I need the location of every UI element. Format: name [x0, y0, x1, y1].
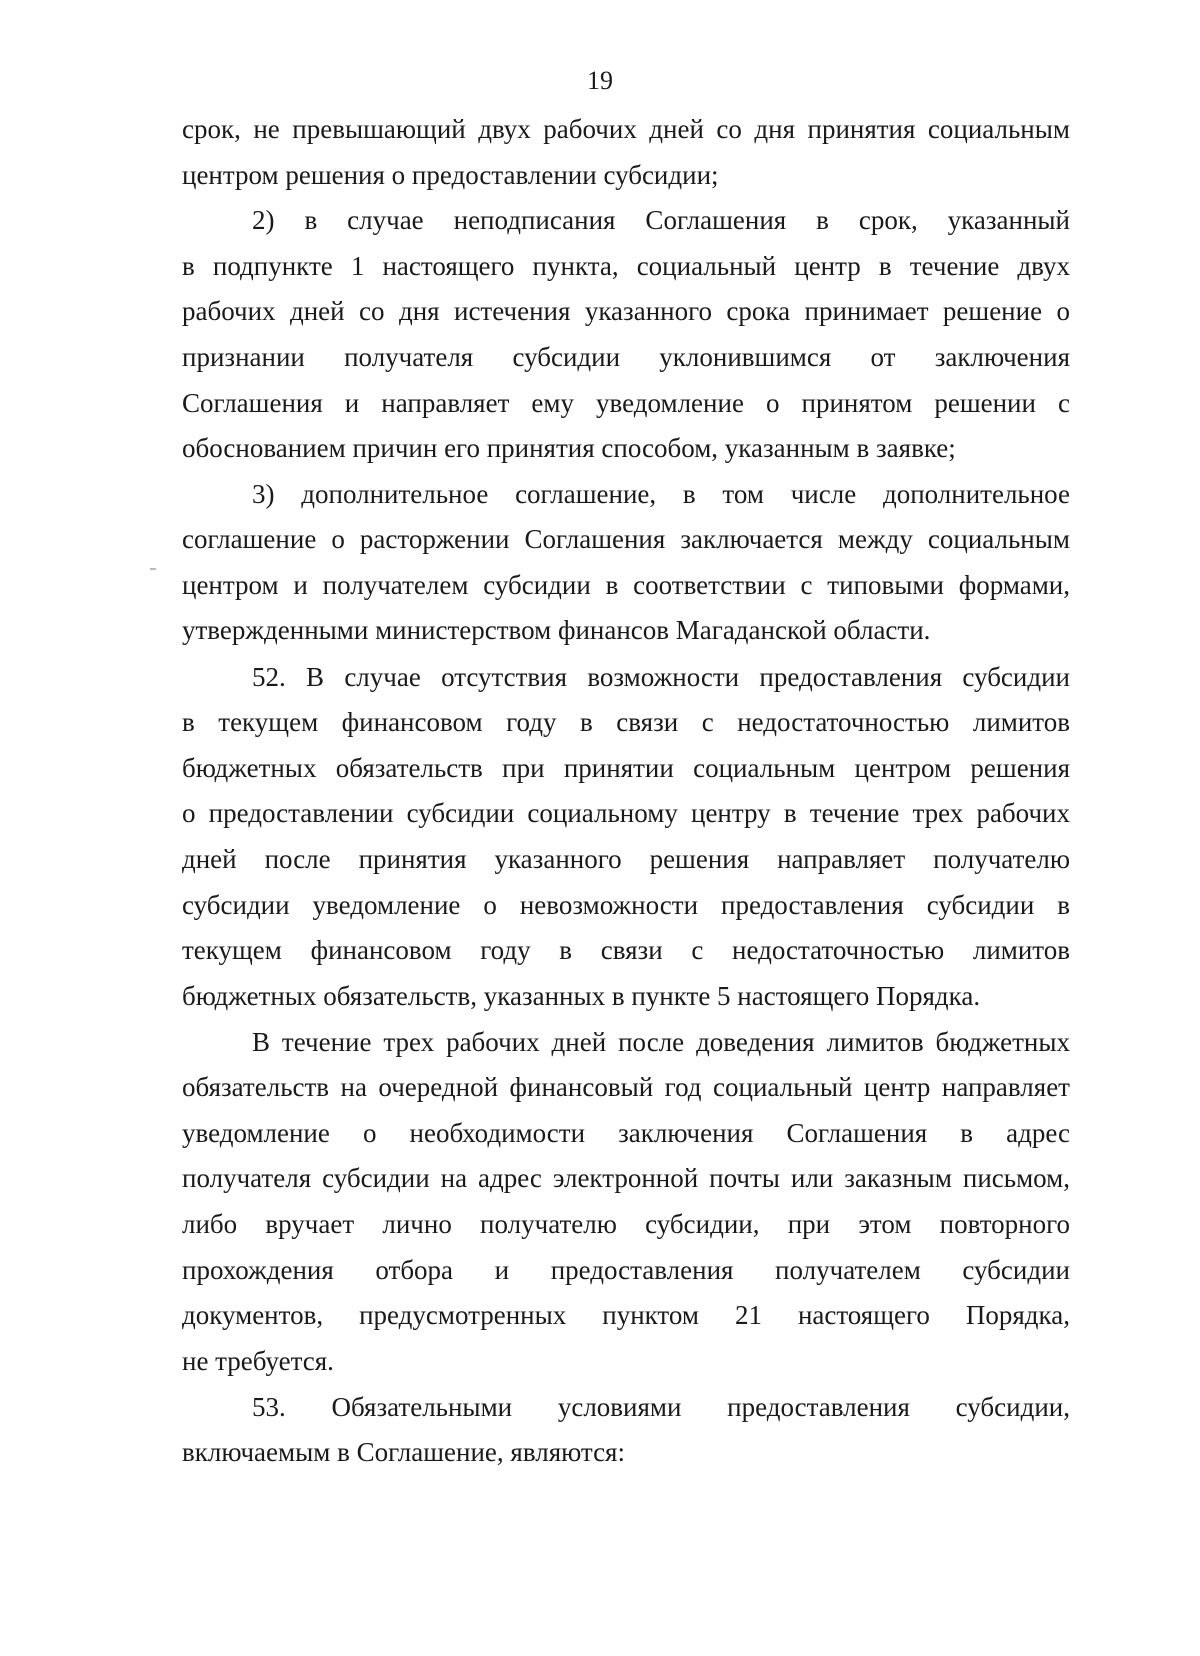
text-line: признании получателя субсидии уклонившимся от заключения: [182, 342, 1070, 372]
text-line: бюджетных обязательств при принятии социальным центром решения: [182, 753, 1070, 783]
text-line: центром и получателем субсидии в соответствии с типовыми формами,: [182, 570, 1070, 600]
text-line: обязательств на очередной финансовый год социальный центр направляет: [182, 1072, 1070, 1102]
text-line: уведомление о необходимости заключения Соглашения в адрес: [182, 1118, 1070, 1148]
text-line: включаемым в Соглашение, являются:: [182, 1437, 625, 1467]
text-line: Соглашения и направляет ему уведомление о принятом решении с: [182, 388, 1070, 418]
text-line: субсидии уведомление о невозможности предоставления субсидии в: [182, 890, 1070, 920]
text-line: утвержденными министерством финансов Магаданской области.: [182, 615, 931, 645]
text-line: срок, не превышающий двух рабочих дней со дня принятия социальным: [182, 114, 1070, 144]
text-line: В течение трех рабочих дней после доведения лимитов бюджетных: [252, 1027, 1070, 1057]
margin-mark: [150, 568, 156, 570]
text-line: 53. Обязательными условиями предоставления субсидии,: [252, 1392, 1070, 1422]
text-line: рабочих дней со дня истечения указанного срока принимает решение о: [182, 296, 1070, 326]
text-line: 52. В случае отсутствия возможности предоставления субсидии: [252, 662, 1070, 692]
text-line: о предоставлении субсидии социальному центру в течение трех рабочих: [182, 798, 1070, 828]
text-line: бюджетных обязательств, указанных в пункте 5 настоящего Порядка.: [182, 981, 981, 1011]
text-line: 3) дополнительное соглашение, в том числе дополнительное: [252, 479, 1070, 509]
text-line: текущем финансовом году в связи с недостаточностью лимитов: [182, 935, 1070, 965]
text-line: обоснованием причин его принятия способом, указанным в заявке;: [182, 433, 956, 463]
text-line: в подпункте 1 настоящего пункта, социальный центр в течение двух: [182, 251, 1070, 281]
text-line: 2) в случае неподписания Соглашения в срок, указанный: [252, 205, 1070, 235]
text-line: не требуется.: [182, 1346, 334, 1376]
text-line: прохождения отбора и предоставления получателем субсидии: [182, 1255, 1070, 1285]
text-line: дней после принятия указанного решения направляет получателю: [182, 844, 1070, 874]
text-line: либо вручает лично получателю субсидии, при этом повторного: [182, 1209, 1070, 1239]
text-line: документов, предусмотренных пунктом 21 настоящего Порядка,: [182, 1300, 1070, 1330]
text-line: получателя субсидии на адрес электронной почты или заказным письмом,: [182, 1163, 1070, 1193]
text-line: соглашение о расторжении Соглашения заключается между социальным: [182, 524, 1070, 554]
text-line: в текущем финансовом году в связи с недостаточностью лимитов: [182, 707, 1070, 737]
page-number: 19: [587, 66, 613, 95]
text-line: центром решения о предоставлении субсидии;: [182, 160, 719, 190]
